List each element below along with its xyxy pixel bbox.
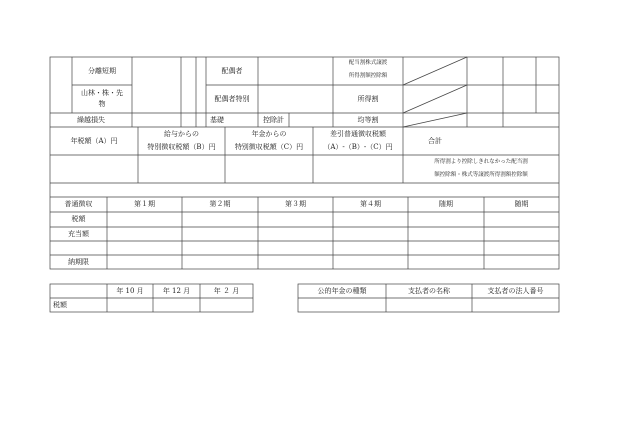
header-nenkin-shurui: 公的年金の種類 bbox=[317, 287, 367, 295]
period-6: 随期 bbox=[514, 200, 529, 208]
label-gokei: 合計 bbox=[428, 137, 442, 145]
header-houjin-bango: 支払者の法人番号 bbox=[487, 287, 544, 295]
label-nenzei: 年税額（A）円 bbox=[70, 137, 118, 145]
label-sashihiki-1: 差引普通徴収税額 bbox=[330, 130, 386, 138]
label-nenkin-2: 特別徴収税額（C）円 bbox=[234, 143, 304, 151]
label-kojo-kei: 控除計 bbox=[263, 116, 284, 124]
row-nokigen: 納期限 bbox=[68, 258, 89, 266]
period-3: 第３期 bbox=[285, 200, 306, 208]
header-shiharaisha-meisho: 支払者の名称 bbox=[408, 287, 450, 295]
label-sanrin-2: 物 bbox=[98, 100, 106, 108]
period-5: 随期 bbox=[439, 200, 453, 208]
label-nenkin-1: 年金からの bbox=[251, 130, 287, 138]
label-haigusha: 配偶者 bbox=[221, 67, 243, 75]
bottom-zeigaku: 税額 bbox=[53, 301, 67, 309]
label-haito-1: 配当割株式譲渡 bbox=[348, 60, 388, 66]
label-kyuyo-2: 特別徴収税額（B）円 bbox=[147, 143, 216, 151]
month-2: 年 ２ 月 bbox=[213, 287, 240, 295]
month-12: 年 12 月 bbox=[162, 287, 191, 295]
label-sashihiki-2: （A）-（B）-（C）円 bbox=[323, 143, 393, 151]
label-bunri-tanki: 分離短期 bbox=[88, 67, 116, 75]
label-kintowari: 均等割 bbox=[357, 116, 379, 124]
note-2: 額控除額・株式等譲渡所得割額控除額 bbox=[434, 172, 528, 178]
label-haigusha-tokubetsu: 配偶者特別 bbox=[214, 95, 250, 103]
label-haito-2: 所得割額控除額 bbox=[348, 73, 388, 79]
label-kyuyo-1: 給与からの bbox=[164, 130, 199, 138]
label-sanrin: 山林・株・先 bbox=[81, 89, 123, 97]
period-1: 第１期 bbox=[134, 200, 155, 208]
period-4: 第４期 bbox=[360, 200, 381, 208]
row-juto: 充当額 bbox=[68, 230, 89, 238]
label-kiso: 基礎 bbox=[210, 116, 224, 124]
note-1: 所得割より控除しきれなかった配当割 bbox=[434, 159, 528, 165]
label-kurikoshi: 繰越損失 bbox=[77, 116, 105, 124]
period-2: 第２期 bbox=[209, 200, 231, 208]
futsu-header: 普通徴収 bbox=[64, 200, 93, 208]
row-zeigaku: 税額 bbox=[71, 215, 86, 223]
month-10: 年 10 月 bbox=[116, 287, 144, 295]
label-shotokuwari: 所得割 bbox=[357, 95, 379, 103]
